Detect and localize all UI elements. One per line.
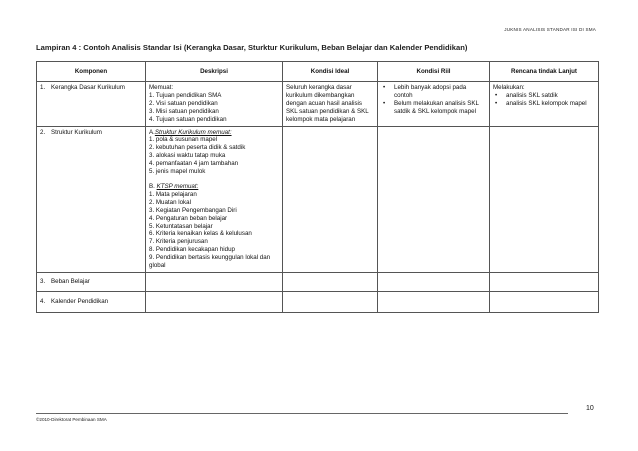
rencana-cell xyxy=(490,272,599,291)
row-number: 3. xyxy=(40,277,46,285)
komponen-cell xyxy=(37,82,146,127)
deskripsi-item: 6. Kriteria kenaikan kelas & kelulusan xyxy=(149,230,252,238)
list-item: • analisis SKL satdik xyxy=(493,92,595,100)
deskripsi-item: 4. Pengaturan beban belajar xyxy=(149,214,228,222)
row-number: 2. xyxy=(40,128,46,136)
deskripsi-cell xyxy=(146,82,283,127)
deskripsi-cell xyxy=(146,126,283,272)
deskripsi-cell xyxy=(146,291,283,312)
komponen-label: Beban Belajar xyxy=(51,277,90,285)
column-header-komponen: Komponen xyxy=(37,62,146,82)
section-a-heading xyxy=(149,129,279,137)
deskripsi-item: 1. pola & susunan mapel xyxy=(149,136,218,144)
kondisi-ideal-cell xyxy=(283,82,378,127)
column-header-deskripsi: Deskripsi xyxy=(146,62,283,82)
deskripsi-item: 3. Kegiatan Pengembangan Diri xyxy=(149,206,237,214)
komponen-label: Kalender Pendidikan xyxy=(51,297,109,305)
deskripsi-item: 4. Tujuan satuan pendidikan xyxy=(149,115,227,123)
kondisi-riil-cell xyxy=(378,291,490,312)
column-header-kondisi-riil: Kondisi Riil xyxy=(378,62,490,82)
kondisi-riil-list xyxy=(381,84,486,116)
kondisi-riil-cell xyxy=(378,126,490,272)
rencana-list xyxy=(493,92,595,108)
list-item: • analisis SKL kelompok mapel xyxy=(493,100,595,108)
section-b-prefix: B. xyxy=(149,182,155,190)
table-row xyxy=(37,82,599,127)
footer-copyright: ©2010-Direktorat Pembinaan SMA xyxy=(36,417,107,422)
column-header-kondisi-ideal: Kondisi Ideal xyxy=(283,62,378,82)
kondisi-ideal-cell xyxy=(283,272,378,291)
table-row xyxy=(37,126,599,272)
rencana-cell xyxy=(490,291,599,312)
footer-divider xyxy=(36,413,568,414)
kondisi-riil-cell xyxy=(378,82,490,127)
deskripsi-item: 1. Mata pelajaran xyxy=(149,190,197,198)
komponen-cell xyxy=(37,272,146,291)
section-a-prefix: A. xyxy=(149,128,155,136)
document-header-tag: JUKNIS ANALISIS STANDAR ISI DI SMA xyxy=(504,27,596,32)
table-row xyxy=(37,291,599,312)
deskripsi-item: 7. Kriteria penjurusan xyxy=(149,238,208,246)
row-number: 4. xyxy=(40,297,46,305)
deskripsi-item: 2. Muatan lokal xyxy=(149,198,191,206)
page-title: Lampiran 4 : Contoh Analisis Standar Isi (Kerangka Dasar, Sturktur Kurikulum, Beban Belajar dan Kalender Pendidikan) xyxy=(36,43,468,52)
deskripsi-item: 2. kebutuhan peserta didik & satdik xyxy=(149,144,246,152)
deskripsi-cell xyxy=(146,272,283,291)
rencana-intro: Melakukan: xyxy=(493,84,525,91)
table-header-row xyxy=(37,62,599,82)
deskripsi-item: 3. alokasi waktu tatap muka xyxy=(149,152,226,160)
list-item: • Belum melakukan analisis SKL satdik & SKL kelompok mapel xyxy=(381,100,486,116)
list-item: • Lebih banyak adopsi pada contoh xyxy=(381,84,486,100)
section-b-heading xyxy=(149,183,279,191)
section-b-title: KTSP memuat: xyxy=(156,182,199,190)
deskripsi-item: 3. Misi satuan pendidikan xyxy=(149,107,219,115)
row-number: 1. xyxy=(40,84,46,91)
section-a-title: Struktur Kurikulum memuat: xyxy=(154,128,232,136)
kondisi-ideal-cell xyxy=(283,291,378,312)
deskripsi-item: 4. pemanfaatan 4 jam tambahan xyxy=(149,160,239,168)
komponen-cell xyxy=(37,126,146,272)
komponen-label: Struktur Kurikulum xyxy=(51,128,102,136)
table-row xyxy=(37,272,599,291)
column-header-rencana: Rencana tindak Lanjut xyxy=(490,62,599,82)
kondisi-riil-cell xyxy=(378,272,490,291)
rencana-cell xyxy=(490,82,599,127)
komponen-cell xyxy=(37,291,146,312)
page-number: 10 xyxy=(586,405,594,412)
kondisi-ideal-cell xyxy=(283,126,378,272)
komponen-label: Kerangka Dasar Kurikulum xyxy=(51,84,125,91)
deskripsi-item: 1. Tujuan pendidikan SMA xyxy=(149,91,222,99)
deskripsi-item: 2. Visi satuan pendidikan xyxy=(149,99,218,107)
deskripsi-item: 9. Pendidikan bertasis keunggulan lokal dan global xyxy=(149,254,271,270)
deskripsi-item: 8. Pendidikan kecakapan hidup xyxy=(149,246,236,254)
analysis-table xyxy=(36,61,599,313)
kondisi-ideal-text: Seluruh kerangka dasar kurikulum dikembangkan dengan acuan hasil analisis SKL satuan pendidikan & SKL kelompok mata pelajaran xyxy=(286,84,369,123)
rencana-cell xyxy=(490,126,599,272)
deskripsi-intro: Memuat: xyxy=(149,84,174,91)
deskripsi-item: 5. Ketuntatasan belajar xyxy=(149,222,213,230)
deskripsi-item: 5. jenis mapel mulok xyxy=(149,168,206,176)
